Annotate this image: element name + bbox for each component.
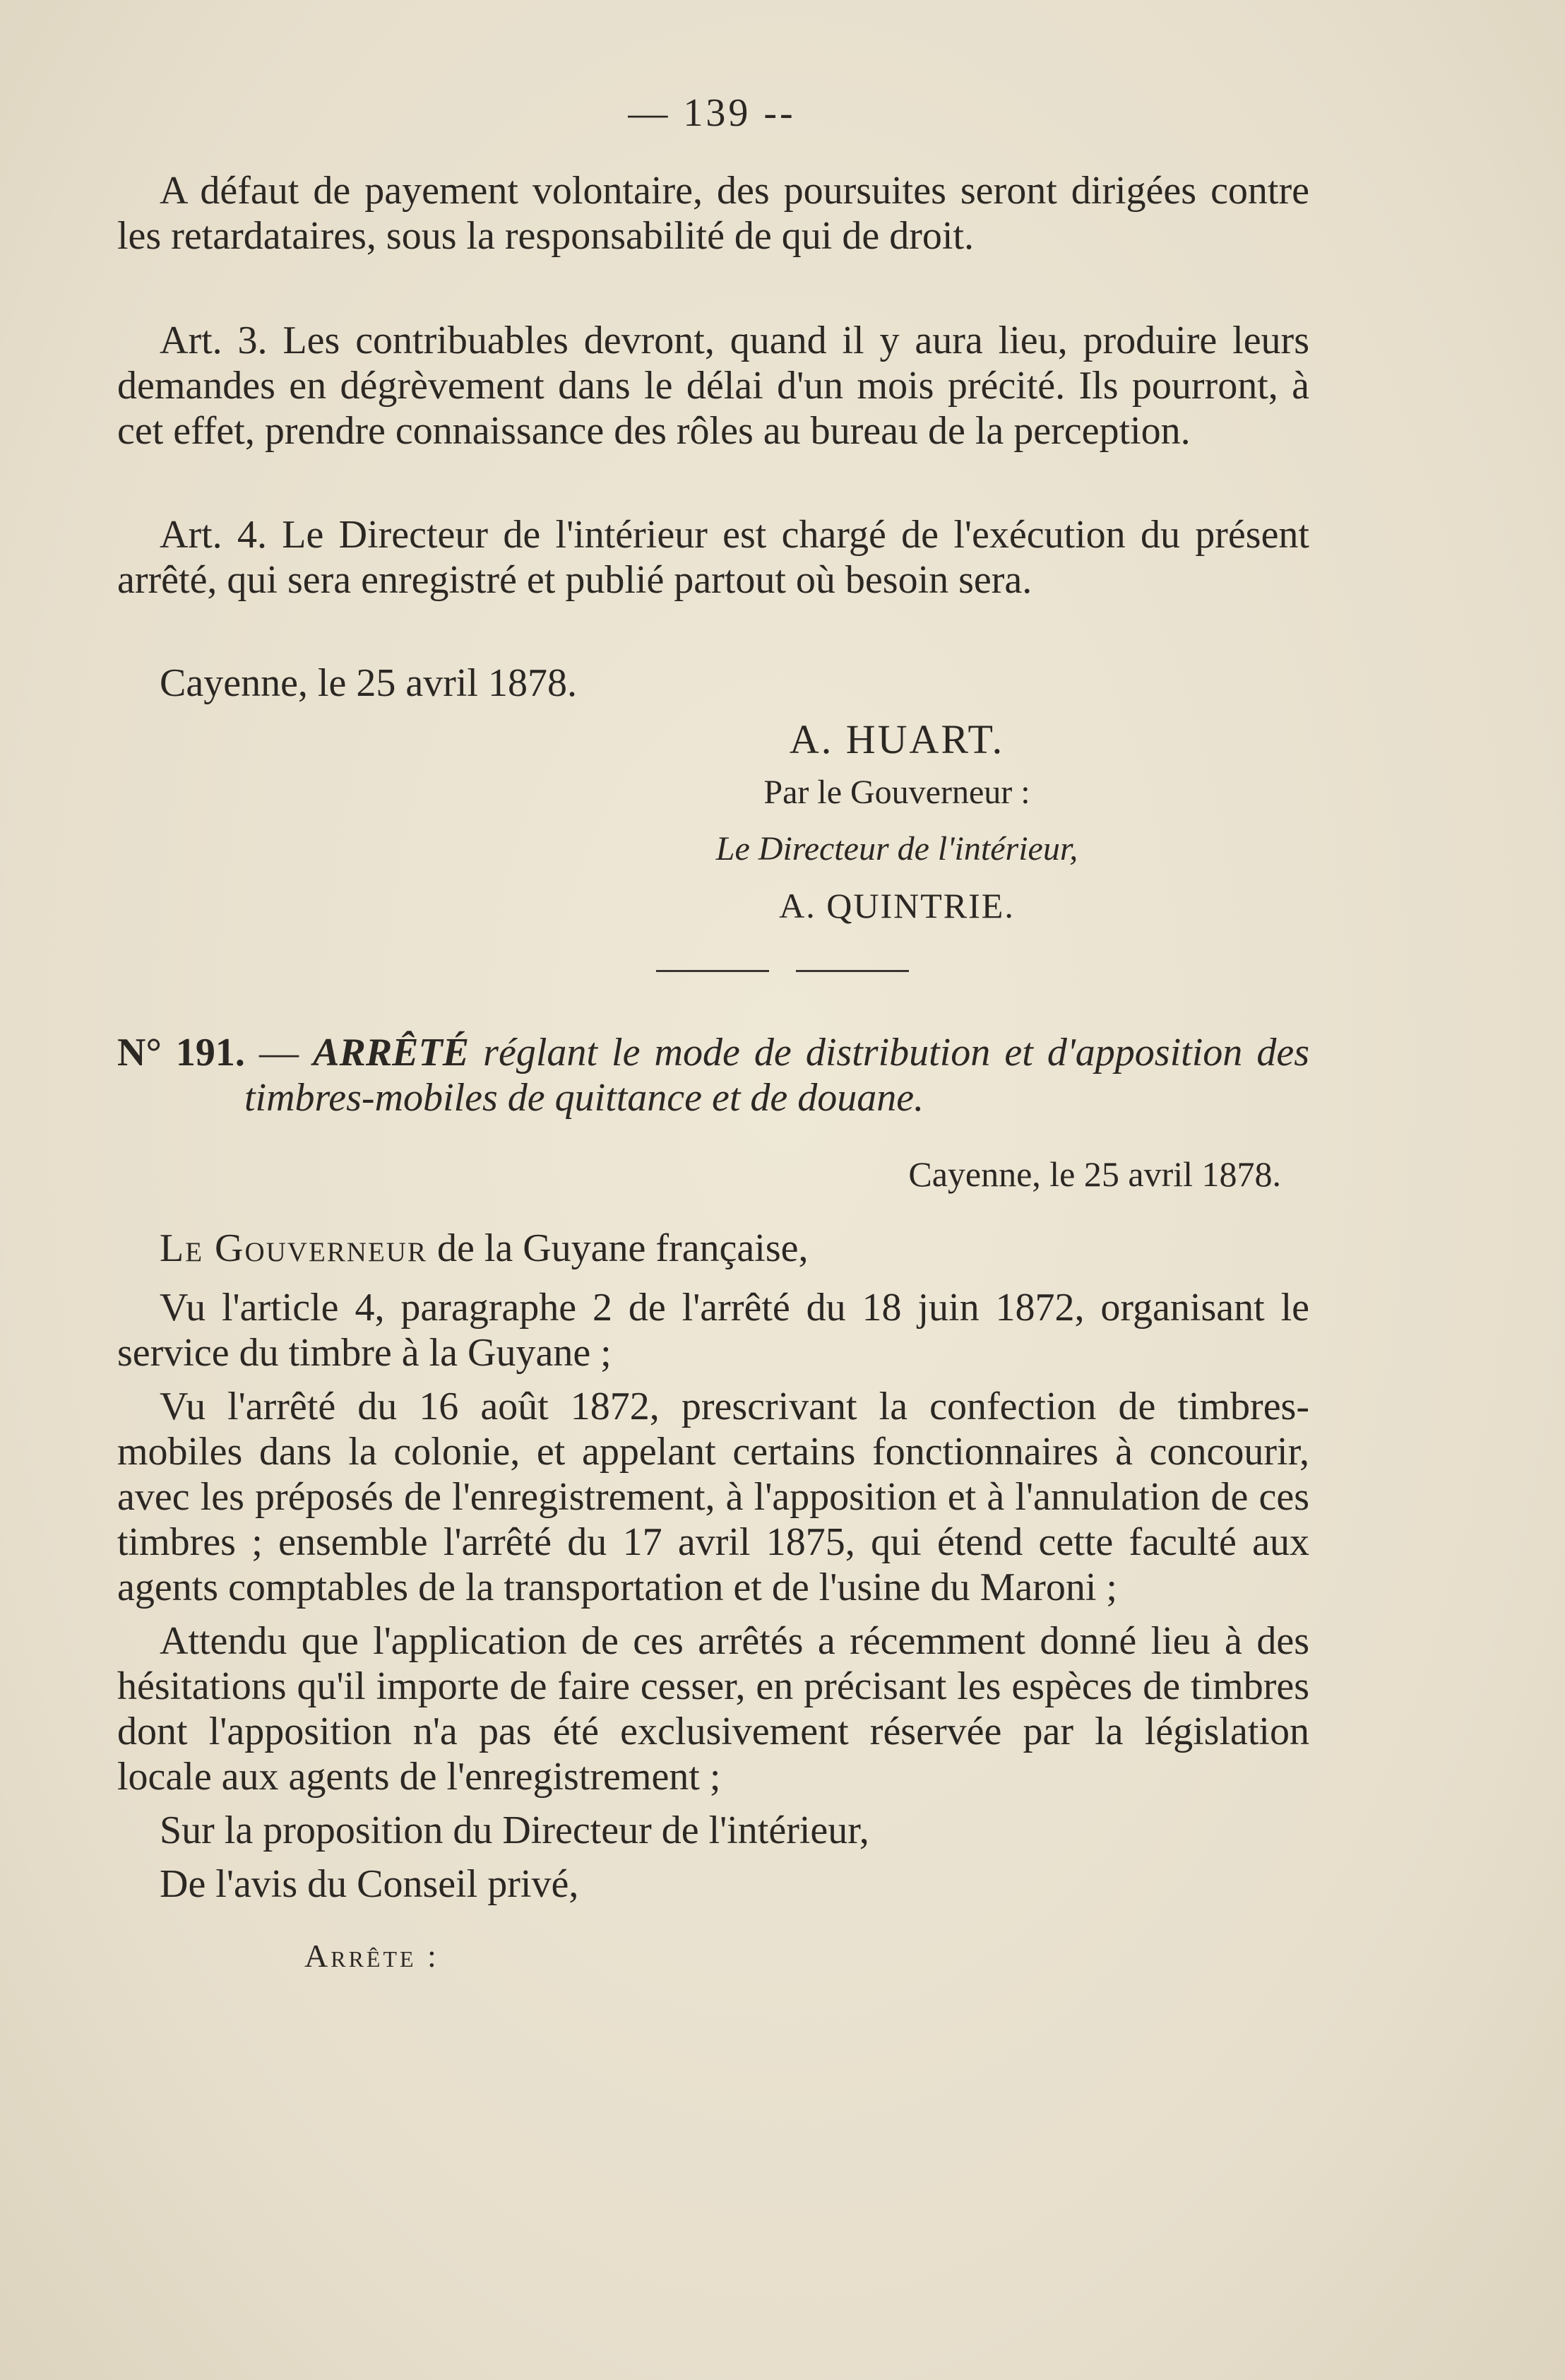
decree-date: Cayenne, le 25 avril 1878. — [908, 1154, 1281, 1194]
separator-rule — [0, 964, 1565, 977]
decree-heading — [117, 1030, 1309, 1120]
governor-rest: de la Guyane française, — [427, 1226, 809, 1270]
paragraph-payment: A défaut de payement volontaire, des poursuites seront dirigées contre les retardataires, sous la responsabilité de qui de droit. — [117, 169, 1309, 258]
decree-dash: — — [244, 1031, 314, 1074]
proposition: Sur la proposition du Directeur de l'intérieur, — [160, 1808, 869, 1852]
page-number: — 139 -- — [628, 91, 796, 135]
separator — [0, 964, 1565, 977]
decree-title — [117, 1030, 1309, 1120]
arrete-label: Arrête : — [304, 1938, 439, 1974]
article-4 — [117, 512, 1309, 603]
governor-sc: Le Gouverneur — [160, 1226, 427, 1270]
signature-block — [706, 715, 1088, 934]
avis: De l'avis du Conseil privé, — [160, 1862, 579, 1906]
rule-right — [796, 970, 909, 972]
signature-role: Le Directeur de l'intérieur, — [715, 830, 1078, 868]
attendu: Attendu que l'application de ces arrêtés a récemment donné lieu à des hésitations qu'il importe de faire cesser, en précisant les espèces de timbres dont l'apposition n'a pas été exclusivement réservée par la législation locale aux agents de l'enregistrement ; — [117, 1619, 1309, 1799]
paragraph-art3: Art. 3. Les contribuables devront, quand il y aura lieu, produire leurs demandes en dégrèvement dans le délai d'un mois précité. Ils pourront, à cet effet, prendre connaissance des rôles au bureau de la perception. — [117, 319, 1309, 453]
date-place: Cayenne, le 25 avril 1878. — [160, 661, 577, 705]
paragraph-art4: Art. 4. Le Directeur de l'intérieur est chargé de l'exécution du présent arrêté, qui sera enregistré et publié partout où besoin sera. — [117, 513, 1309, 602]
date-line — [117, 661, 1309, 706]
decree-number: N° 191. — [117, 1031, 245, 1074]
decree-body — [117, 1226, 1309, 1979]
signature-name: A. HUART. — [789, 716, 1005, 762]
article-continuation — [117, 168, 1309, 259]
article-3 — [117, 318, 1309, 454]
decree-title-rest: réglant le mode de distribution et d'apposition des timbres-mobiles de quittance et de douane. — [244, 1031, 1310, 1120]
rule-left — [656, 970, 769, 972]
decree-title-lead: ARRÊTÉ — [313, 1031, 470, 1074]
signature-name2: A. QUINTRIE. — [779, 886, 1015, 925]
vu-article: Vu l'article 4, paragraphe 2 de l'arrêté du 18 juin 1872, organisant le service du timbre à la Guyane ; — [117, 1286, 1309, 1375]
signature-by: Par le Gouverneur : — [763, 774, 1030, 811]
decree-date-line — [117, 1151, 1309, 1197]
governor-line — [117, 1226, 1309, 1271]
vu-arrete: Vu l'arrêté du 16 août 1872, prescrivant la confection de timbres-mobiles dans la colonie, et appelant certains fonctionnaires à concourir, avec les préposés de l'enregistrement, à l'apposition et à l'annulation de ces timbres ; ensemble l'arrêté du 17 avril 1875, qui étend cette faculté aux agents comptables de la transportation et de l'usine du Maroni ; — [117, 1385, 1309, 1609]
